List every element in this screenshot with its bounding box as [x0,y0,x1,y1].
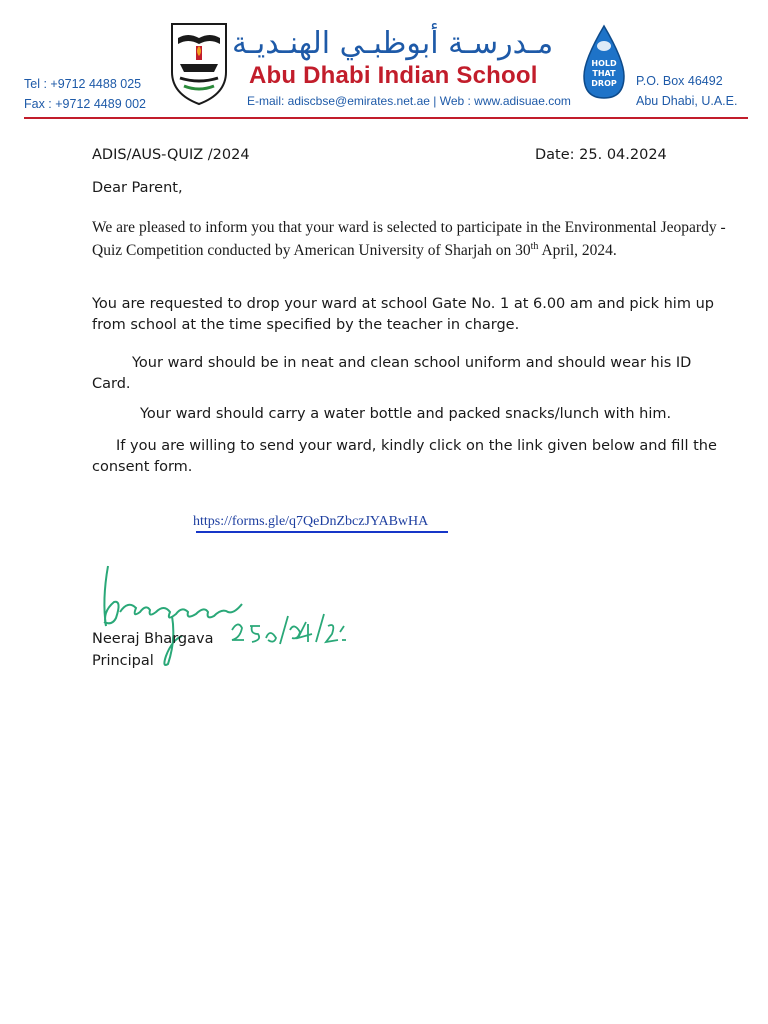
school-name: Abu Dhabi Indian School [249,62,538,89]
principal-title: Principal [92,653,154,669]
fax-number: Fax : +9712 4489 002 [24,97,146,111]
drop-logo-text-drop: DROP [591,79,617,88]
drop-logo-text-that: THAT [592,69,616,78]
city-address: Abu Dhabi, U.A.E. [636,94,738,108]
letterhead-divider [24,117,748,119]
paragraph-consent: If you are willing to send your ward, kindly click on the link given below and fill the consent form. [92,438,717,475]
school-name-arabic: مـدرسـة أبوظبـي الهنـديـة [232,26,554,61]
paragraph-snacks: Your ward should carry a water bottle and packed snacks/lunch with him. [140,406,672,422]
ordinal-suffix: th [530,241,539,252]
principal-name: Neeraj Bhargava [92,631,214,647]
drop-logo-text-hold: HOLD [591,59,617,68]
reference-number: ADIS/AUS-QUIZ /2024 [92,147,250,163]
paragraph-selection-date: April, 2024. [538,242,617,260]
hold-that-drop-logo [580,24,628,102]
consent-form-link[interactable]: https://forms.gle/q7QeDnZbczJYABwHA [193,514,429,529]
school-crest-logo [168,20,230,106]
telephone-number: Tel : +9712 4488 025 [24,77,142,91]
letter-date: Date: 25. 04.2024 [535,147,667,163]
paragraph-selection [92,218,732,260]
paragraph-uniform: Your ward should be in neat and clean school uniform and should wear his ID Card. [92,355,692,392]
po-box: P.O. Box 46492 [636,74,723,88]
paragraph-drop-off: You are requested to drop your ward at school Gate No. 1 at 6.00 am and pick him up from school at the time specified by the teacher in charge. [92,296,714,333]
link-underline [196,531,448,533]
paragraph-selection-text: We are pleased to inform you that your ward is selected to participate in the Environmental Jeopardy - Quiz Competition conducted by American University of Sharjah on 30 [92,219,726,260]
school-email-website: E-mail: adiscbse@emirates.net.ae | Web : www.adisuae.com [247,94,571,108]
salutation: Dear Parent, [92,180,183,196]
handwritten-date [228,610,348,652]
